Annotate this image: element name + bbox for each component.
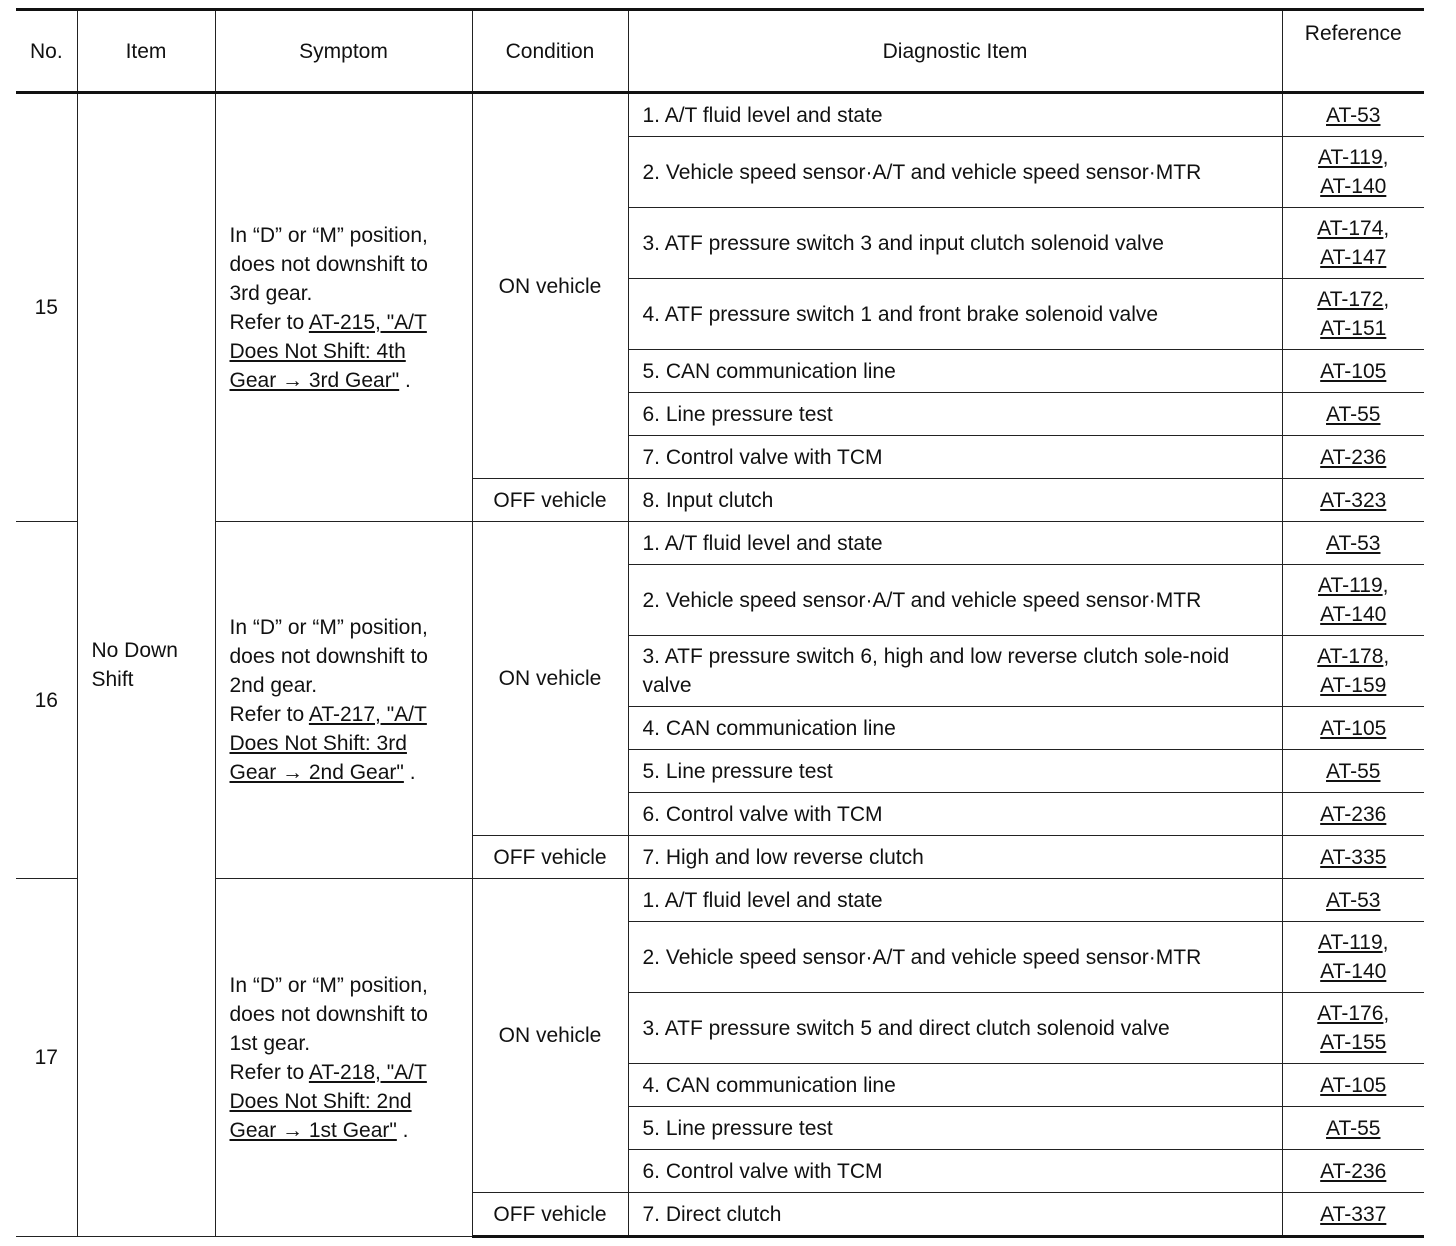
- table-row: [16, 522, 1424, 565]
- diagnostic-item: 5. Line pressure test: [628, 750, 1282, 793]
- reference-link[interactable]: AT-176: [1317, 1002, 1384, 1025]
- header-item: Item: [77, 10, 215, 93]
- reference-link[interactable]: AT-55: [1326, 402, 1381, 426]
- reference-link[interactable]: AT-236: [1320, 1159, 1387, 1183]
- table-body: [16, 93, 1424, 1237]
- symptom-refer-prefix: Refer to: [229, 703, 309, 726]
- reference-link[interactable]: AT-53: [1326, 531, 1381, 555]
- symptom-refer-prefix: Refer to: [229, 310, 309, 334]
- symptom-text: In “D” or “M” position, does not downshift to 3rd gear.: [229, 223, 428, 305]
- symptom-cell: [215, 522, 472, 879]
- diagnostic-item: 6. Line pressure test: [628, 393, 1282, 436]
- header-condition: Condition: [472, 10, 628, 93]
- diagnostic-item: 4. CAN communication line: [628, 1064, 1282, 1107]
- diagnostic-item: 6. Control valve with TCM: [628, 1150, 1282, 1193]
- group-number: 15: [16, 93, 77, 522]
- reference-cell: [1282, 93, 1424, 137]
- reference-cell: AT-172, AT-151: [1282, 279, 1424, 350]
- reference-link[interactable]: AT-174: [1317, 217, 1384, 240]
- reference-cell: [1282, 879, 1424, 922]
- reference-cell: AT-119, AT-140: [1282, 922, 1424, 993]
- symptom-cell: [215, 93, 472, 522]
- symptom-suffix: .: [403, 761, 416, 784]
- reference-link[interactable]: AT-119: [1318, 574, 1383, 597]
- reference-link[interactable]: AT-178: [1317, 645, 1384, 668]
- header-no: No.: [16, 10, 77, 93]
- symptom-reference-link[interactable]: AT-215, "A/T Does Not Shift: 4th Gear → 3rd Gear": [229, 310, 427, 392]
- reference-cell: [1282, 793, 1424, 836]
- reference-link[interactable]: AT-159: [1320, 674, 1387, 697]
- table-row: [16, 93, 1424, 137]
- diagnostic-item: 5. CAN communication line: [628, 350, 1282, 393]
- diagnostic-item: 3. ATF pressure switch 5 and direct clutch solenoid valve: [628, 993, 1282, 1064]
- reference-link[interactable]: AT-140: [1320, 175, 1387, 198]
- diagnostic-item: 5. Line pressure test: [628, 1107, 1282, 1150]
- diagnostic-item: 2. Vehicle speed sensor·A/T and vehicle speed sensor·MTR: [628, 137, 1282, 208]
- reference-link[interactable]: AT-55: [1326, 1116, 1381, 1140]
- diagnostic-item: 6. Control valve with TCM: [628, 793, 1282, 836]
- diagnostic-item: 3. ATF pressure switch 3 and input clutch solenoid valve: [628, 208, 1282, 279]
- diagnostic-item: 2. Vehicle speed sensor·A/T and vehicle speed sensor·MTR: [628, 922, 1282, 993]
- reference-link[interactable]: AT-151: [1320, 317, 1387, 340]
- reference-link[interactable]: AT-323: [1320, 488, 1387, 512]
- reference-cell: [1282, 836, 1424, 879]
- condition-on-vehicle: ON vehicle: [472, 879, 628, 1193]
- diagnostic-item: 1. A/T fluid level and state: [628, 522, 1282, 565]
- header-symptom: Symptom: [215, 10, 472, 93]
- item-name: No Down Shift: [77, 93, 215, 1237]
- reference-link[interactable]: AT-337: [1320, 1202, 1387, 1226]
- reference-link[interactable]: AT-53: [1326, 888, 1381, 912]
- symptom-reference-link[interactable]: AT-217, "A/T Does Not Shift: 3rd Gear → 2nd Gear": [229, 703, 427, 784]
- group-number: 16: [16, 522, 77, 879]
- reference-link[interactable]: AT-53: [1326, 103, 1381, 127]
- reference-cell: AT-119, AT-140: [1282, 137, 1424, 208]
- condition-off-vehicle: OFF vehicle: [472, 1193, 628, 1237]
- diagnostic-item: 3. ATF pressure switch 6, high and low reverse clutch sole-noid valve: [628, 636, 1282, 707]
- diagnostic-item: 7. High and low reverse clutch: [628, 836, 1282, 879]
- reference-link[interactable]: AT-140: [1320, 960, 1387, 983]
- condition-off-vehicle: OFF vehicle: [472, 836, 628, 879]
- group-number: 17: [16, 879, 77, 1237]
- reference-link[interactable]: AT-147: [1320, 246, 1387, 269]
- symptom-reference-link[interactable]: AT-218, "A/T Does Not Shift: 2nd Gear → 1st Gear": [229, 1060, 427, 1142]
- reference-link[interactable]: AT-236: [1320, 802, 1387, 826]
- reference-link[interactable]: AT-172: [1317, 288, 1384, 311]
- diagnostic-item: 1. A/T fluid level and state: [628, 879, 1282, 922]
- reference-link[interactable]: AT-140: [1320, 603, 1387, 626]
- reference-cell: [1282, 1064, 1424, 1107]
- condition-on-vehicle: ON vehicle: [472, 522, 628, 836]
- reference-cell: AT-178, AT-159: [1282, 636, 1424, 707]
- symptom-refer-prefix: Refer to: [229, 1060, 309, 1084]
- reference-cell: AT-176, AT-155: [1282, 993, 1424, 1064]
- header-row: [16, 10, 1424, 93]
- reference-link[interactable]: AT-236: [1320, 445, 1387, 469]
- diagnosis-table: [16, 8, 1424, 1238]
- reference-link[interactable]: AT-105: [1320, 1073, 1387, 1097]
- reference-link[interactable]: AT-55: [1326, 759, 1381, 783]
- header-reference: Reference: [1282, 10, 1424, 93]
- condition-off-vehicle: OFF vehicle: [472, 479, 628, 522]
- reference-link[interactable]: AT-119: [1318, 146, 1383, 169]
- symptom-cell: [215, 879, 472, 1237]
- diagnostic-item: 7. Direct clutch: [628, 1193, 1282, 1237]
- reference-cell: [1282, 479, 1424, 522]
- table-row: [16, 879, 1424, 922]
- symptom-suffix: .: [396, 1118, 409, 1142]
- diagnostic-item: 4. CAN communication line: [628, 707, 1282, 750]
- reference-link[interactable]: AT-105: [1320, 359, 1387, 383]
- diagnostic-item: 4. ATF pressure switch 1 and front brake solenoid valve: [628, 279, 1282, 350]
- reference-cell: [1282, 393, 1424, 436]
- diagnostic-item: 7. Control valve with TCM: [628, 436, 1282, 479]
- reference-link[interactable]: AT-335: [1320, 845, 1387, 869]
- symptom-text: In “D” or “M” position, does not downshift to 1st gear.: [229, 973, 428, 1055]
- condition-on-vehicle: ON vehicle: [472, 93, 628, 479]
- reference-link[interactable]: AT-105: [1320, 716, 1387, 740]
- reference-cell: [1282, 436, 1424, 479]
- reference-cell: [1282, 1193, 1424, 1237]
- symptom-text: In “D” or “M” position, does not downshift to 2nd gear.: [229, 616, 428, 697]
- reference-cell: [1282, 1150, 1424, 1193]
- reference-link[interactable]: AT-155: [1320, 1031, 1387, 1054]
- reference-cell: AT-119, AT-140: [1282, 565, 1424, 636]
- reference-cell: [1282, 707, 1424, 750]
- reference-cell: AT-174, AT-147: [1282, 208, 1424, 279]
- diagnostic-item: 1. A/T fluid level and state: [628, 93, 1282, 137]
- reference-cell: [1282, 522, 1424, 565]
- header-diagnostic-item: Diagnostic Item: [628, 10, 1282, 93]
- diagnostic-item: 2. Vehicle speed sensor·A/T and vehicle speed sensor·MTR: [628, 565, 1282, 636]
- diagnostic-item: 8. Input clutch: [628, 479, 1282, 522]
- reference-cell: [1282, 350, 1424, 393]
- reference-cell: [1282, 1107, 1424, 1150]
- reference-link[interactable]: AT-119: [1318, 931, 1383, 954]
- symptom-suffix: .: [399, 368, 411, 392]
- reference-cell: [1282, 750, 1424, 793]
